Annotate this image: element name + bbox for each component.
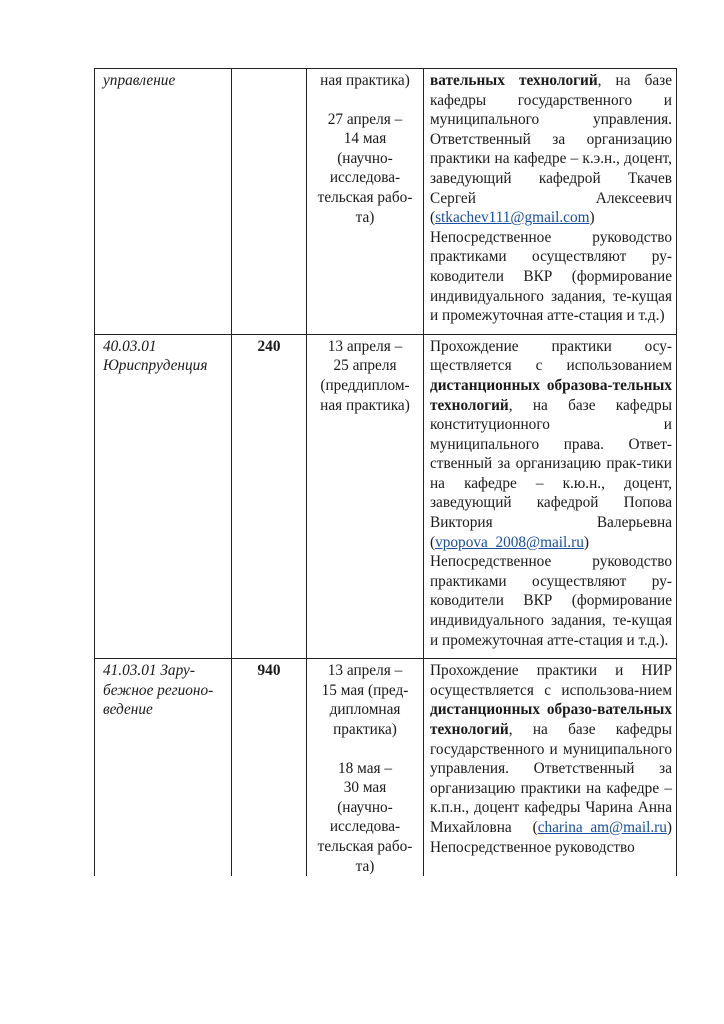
specialty-cell [95, 334, 232, 659]
specialty-name: управление [103, 72, 176, 89]
hours-value: 940 [257, 662, 281, 680]
specialty-cell [95, 659, 232, 876]
hours-cell [232, 334, 307, 659]
hours-value: 240 [257, 337, 281, 355]
dates-cell [307, 659, 424, 876]
email-link[interactable]: vpopova_2008@mail.ru [435, 533, 584, 551]
table-row [95, 659, 677, 876]
dates-cell [307, 69, 424, 335]
date-period: 27 апреля – 14 мая (научно- исследова- тельская рабо- та) [317, 110, 413, 226]
date-period: ная практика) [320, 72, 410, 89]
specialty-name: 41.03.01 Зару-бежное регионо-ведение [103, 662, 214, 719]
hours-cell [232, 69, 307, 335]
description-cell: вательных технологий, на базе кафедры государственного и муниципального управления. Ответственный за организацию практики на кафедре – к.э.н., доцент, заведующий кафедрой Ткачев Сергей Алексеевич (stkachev111@gmail.com) Непосредственное руководство практиками осуществляют ру-ководители ВКР (формирование индивидуального задания, те-кущая и промежуточная атте-стация и т.д.) [424, 69, 677, 335]
email-link[interactable]: stkachev111@gmail.com [435, 209, 590, 227]
date-period: 13 апреля – 25 апреля (преддиплом- ная практика) [320, 337, 410, 414]
date-period: 18 мая – 30 мая (научно- исследова- тельская рабо- та) [317, 759, 413, 875]
email-link[interactable]: charina_am@mail.ru [537, 818, 667, 836]
description-cell: Прохождение практики осу-ществляется с использованием дистанционных образова-тельных технологий, на базе кафедры конституционного и муниципального права. Ответ-ственный за организацию прак-тики на кафедре – к.ю.н., доцент, заведующий кафедрой Попова Виктория Валерьевна (vpopova_2008@mail.ru) Непосредственное руководство практиками осуществляют ру-ководители ВКР (формирование индивидуального задания, те-кущая и промежуточная атте-стация и т.д.). [424, 334, 677, 659]
specialty-name: 40.03.01 Юриспруденция [103, 337, 208, 375]
table-row [95, 334, 677, 659]
practice-schedule-table [94, 68, 677, 876]
table-row [95, 69, 677, 335]
bold-phrase: дистанционных образова-тельных технологий [430, 376, 672, 414]
dates-cell [307, 334, 424, 659]
specialty-cell [95, 69, 232, 335]
description-cell: Прохождение практики и НИР осуществляется с использова-нием дистанционных образо-вательных технологий, на базе кафедры государственного и муниципального управления. Ответственный за организацию практики на кафедре – к.п.н., доцент кафедры Чарина Анна Михайловна (charina_am@mail.ru) Непосредственное руководство [424, 659, 677, 876]
hours-cell [232, 659, 307, 876]
bold-phrase: вательных технологий [430, 72, 598, 89]
bold-phrase: дистанционных образо-вательных технологий [430, 701, 672, 738]
date-period: 13 апреля – 15 мая (пред- дипломная практика) [321, 662, 409, 738]
